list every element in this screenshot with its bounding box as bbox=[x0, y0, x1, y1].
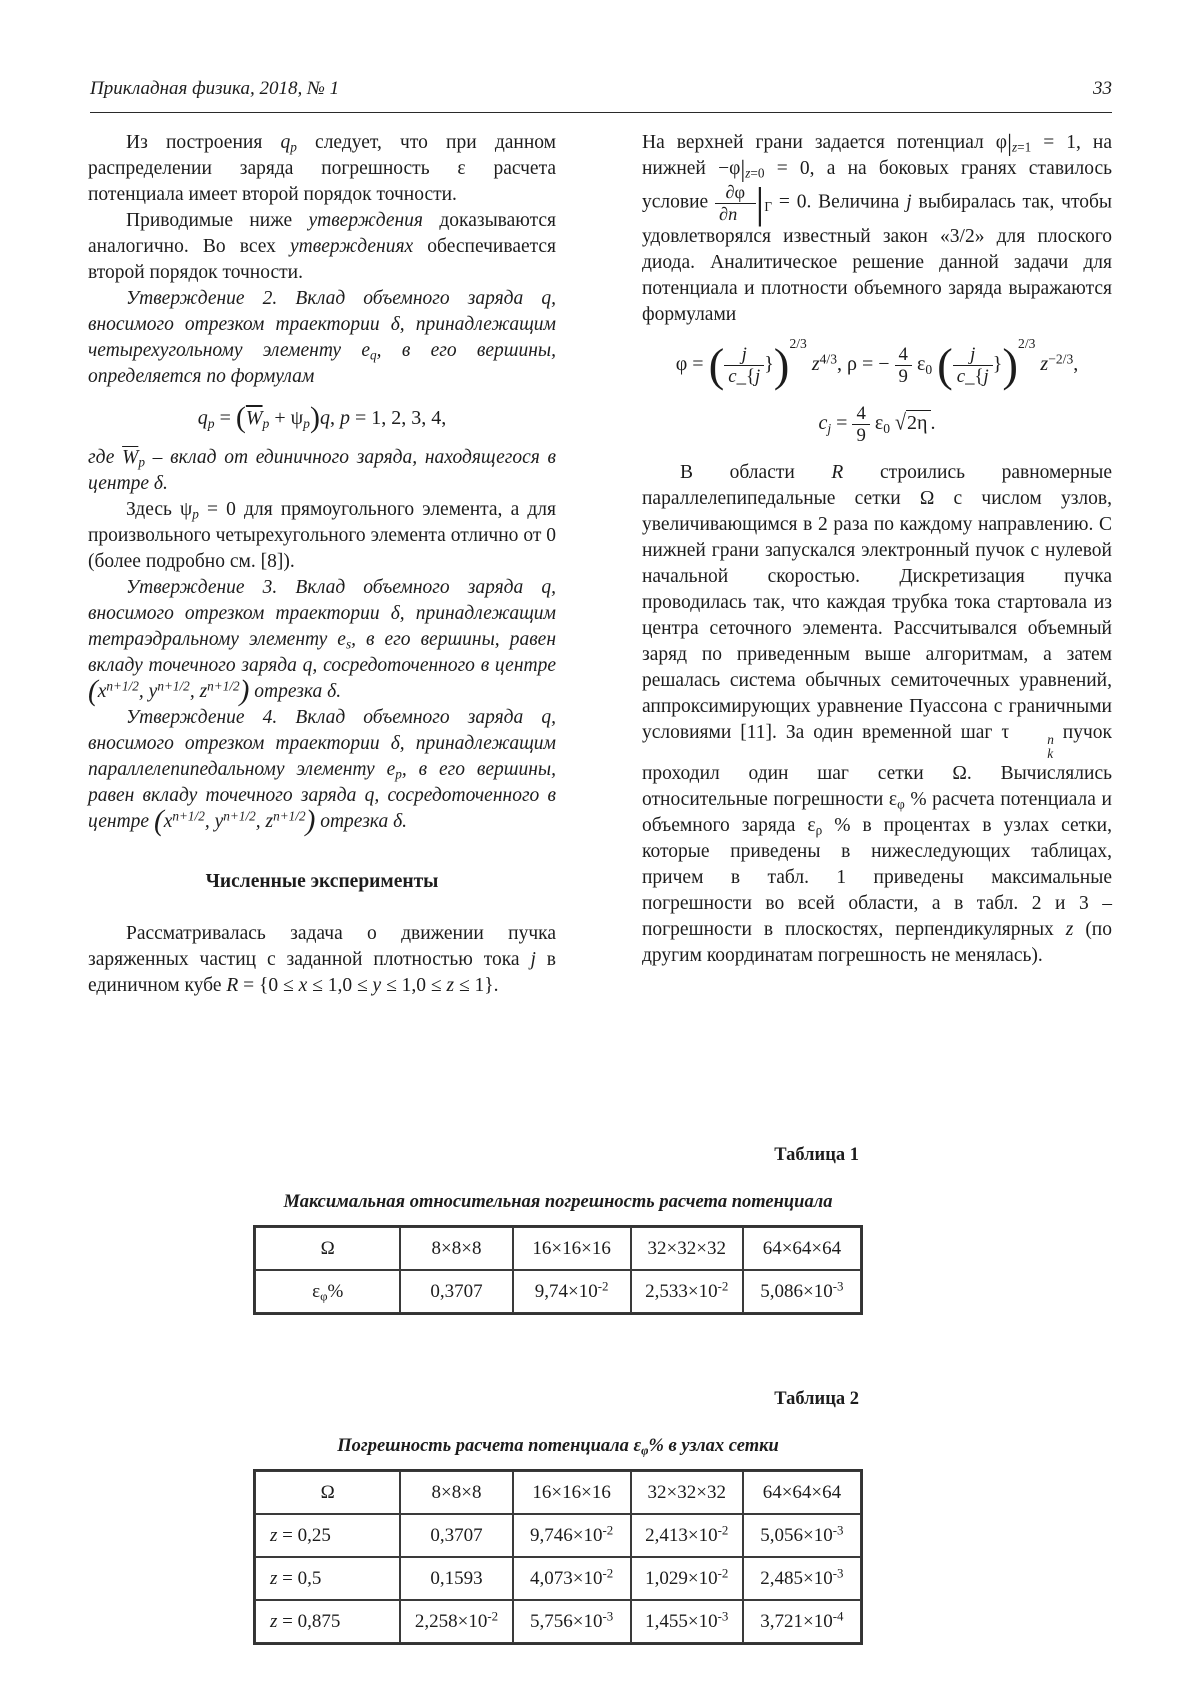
page-number: 33 bbox=[1093, 78, 1112, 99]
table-cell: z = 0,875 bbox=[255, 1600, 400, 1643]
table-cell: $\varepsilon_\varphi\%$ bbox=[255, 1270, 400, 1313]
display-formula: $c_j$ = $\frac{4}{9}$ $\varepsilon_0$ √2η . bbox=[818, 403, 936, 447]
table-cell: $5,056\times 10^{-3}$ bbox=[743, 1514, 861, 1557]
right-column bbox=[642, 130, 1112, 969]
table-cell: 0,3707 bbox=[400, 1270, 512, 1313]
table-cell: 8×8×8 bbox=[400, 1471, 512, 1514]
table-cell: 16×16×16 bbox=[513, 1471, 631, 1514]
table-cell: $2,258\times 10^{-2}$ bbox=[400, 1600, 512, 1643]
table-cell: 8×8×8 bbox=[400, 1227, 512, 1270]
table-caption: Максимальная относительная погрешность расчета потенциала bbox=[283, 1192, 833, 1212]
paragraph: Рассматривалась задача о движении пучка заряженных частиц с заданной плотностью тока j в единичном кубе R = {0 ≤ x ≤ 1,0 ≤ y ≤ 1,0 ≤ z ≤ 1}. bbox=[88, 923, 556, 996]
table-cell: z = 0,5 bbox=[255, 1557, 400, 1600]
table-cell: $5,756\times 10^{-3}$ bbox=[513, 1600, 631, 1643]
paragraph: где $\overline{W}_p$ – вклад от единичного заряда, находящегося в центре δ. bbox=[88, 447, 556, 494]
display-formula: $q_p = (\overline{W}_p + \psi_p)q$, p = 1, 2, 3, 4, bbox=[197, 401, 447, 434]
table-cell: Ω bbox=[255, 1471, 400, 1514]
table-cell: 64×64×64 bbox=[743, 1227, 861, 1270]
table-cell: 0,1593 bbox=[400, 1557, 512, 1600]
table-label: Таблица 1 bbox=[774, 1145, 859, 1165]
table-cell: $1,029\times 10^{-2}$ bbox=[631, 1557, 743, 1600]
table-cell: $2,533\times 10^{-2}$ bbox=[631, 1270, 743, 1313]
table-label: Таблица 2 bbox=[774, 1389, 859, 1409]
table-cell: 32×32×32 bbox=[631, 1471, 743, 1514]
table-cell: $1,455\times 10^{-3}$ bbox=[631, 1600, 743, 1643]
table-row bbox=[255, 1227, 861, 1270]
table-cell: $5,086\times 10^{-3}$ bbox=[743, 1270, 861, 1313]
table-cell: $9,74\times 10^{-2}$ bbox=[513, 1270, 631, 1313]
table-block bbox=[253, 1145, 863, 1315]
table-cell: $4,073\times 10^{-2}$ bbox=[513, 1557, 631, 1600]
left-column bbox=[88, 130, 556, 999]
display-formula: φ = ( $\frac{j}{c\_\{j}$ })$^{2/3}$ $z^{4/3}$, ρ = − $\frac{4}{9}$ $\varepsilon_0$ ( $\frac{j}{c\_\{j}$ })$^{2/3}$ $z^{-2/3}$, bbox=[675, 335, 1079, 392]
table-cell: 0,3707 bbox=[400, 1514, 512, 1557]
table-row bbox=[255, 1600, 861, 1643]
paragraph: В области R строились равномерные параллелепипедальные сетки Ω с числом узлов, увеличивающимся в 2 раза по каждому направлению. С нижней грани запускался электронный пучок с нулевой начальной скоростью. Дискретизация пучка проводилась так, что каждая трубка тока стартовала из центра сеточного элемента. Рассчитывался объемный заряд по приведенным выше алгоритмам, а затем решалась система обычных семиточечных уравнений, аппроксимирующих уравнение Пуассона с граничными условиями [11]. За один временной шаг τ n k пучок проходил один шаг сетки Ω. Вычислялись относительные погрешности $\varepsilon_\varphi$ % расчета потенциала и объемного заряда $\varepsilon_\rho$ % в процентах в узлах сетки, которые приведены в нижеследующих таблицах, причем в табл. 1 приведены максимальные погрешности во всей области, а в табл. 2 и 3 – погрешности в плоскостях, перпендикулярных z (по другим координатам погрешность не менялась). bbox=[642, 462, 1112, 967]
table-row bbox=[255, 1471, 861, 1514]
paragraph: Приводимые ниже утверждения доказываются аналогично. Во всех утверждениях обеспечивается второй порядок точности. bbox=[88, 210, 557, 283]
table-cell: $2,485\times 10^{-3}$ bbox=[743, 1557, 861, 1600]
paragraph: Из построения $q_p$ следует, что при данном распределении заряда погрешность ε расчета потенциала имеет второй порядок точности. bbox=[88, 132, 556, 205]
table-cell: Ω bbox=[255, 1227, 400, 1270]
paragraph: Здесь $\psi_p = 0$ для прямоугольного элемента, а для произвольного четырехугольного элемента отлично от 0 (более подробно см. [8]). bbox=[88, 499, 556, 572]
table-cell: $2,413\times 10^{-2}$ bbox=[631, 1514, 743, 1557]
paragraph: Утверждение 2. Вклад объемного заряда q, вносимого отрезком траектории δ, принадлежащим четырехугольному элементу $e_q$, в его вершины, определяется по формулам bbox=[88, 288, 556, 387]
table-cell: $3,721\times 10^{-4}$ bbox=[743, 1600, 861, 1643]
header-rule bbox=[90, 112, 1112, 113]
paragraph: Утверждение 3. Вклад объемного заряда q, вносимого отрезком траектории δ, принадлежащим тетраэдральному элементу $e_s$, в его вершины, равен вкладу точечного заряда q, сосредоточенного в центре ($x^{n+1/2}$, $y^{n+1/2}$, $z^{n+1/2}$) отрезка δ. bbox=[88, 577, 556, 707]
table-caption: Погрешность расчета потенциала $\varepsilon_\varphi\%$ в узлах сетки bbox=[337, 1436, 779, 1458]
page-header bbox=[90, 78, 1112, 100]
journal-title: Прикладная физика, 2018, № 1 bbox=[90, 78, 340, 99]
paragraph: На верхней грани задается потенциал $\varphi|_{z=1} = 1$, на нижней $-\varphi|_{z=0} = 0$, а на боковых гранях ставилось условие $\frac{\partial\varphi}{\partial n⃗}$ $|_\Gamma = 0$. Величина j выбиралась так, чтобы удовлетворялся известный закон «3/2» для плоского диода. Аналитическое решение данной задачи для потенциала и плотности объемного заряда выражаются формулами bbox=[642, 129, 1112, 326]
table-cell: z = 0,25 bbox=[255, 1514, 400, 1557]
table-row bbox=[255, 1270, 861, 1313]
data-table bbox=[253, 1225, 863, 1315]
table-block bbox=[253, 1389, 863, 1645]
paragraph: Утверждение 4. Вклад объемного заряда q, вносимого отрезком траектории δ, принадлежащим параллелепипедальному элементу $e_p$, в его вершины, равен вкладу точечного заряда q, сосредоточенного в центре ($x^{n+1/2}$, $y^{n+1/2}$, $z^{n+1/2}$) отрезка δ. bbox=[88, 707, 556, 837]
data-table bbox=[253, 1469, 863, 1645]
table-cell: 64×64×64 bbox=[743, 1471, 861, 1514]
section-heading: Численные эксперименты bbox=[205, 871, 439, 892]
tables-section bbox=[253, 1145, 863, 1645]
table-cell: 16×16×16 bbox=[513, 1227, 631, 1270]
table-cell: $9,746\times 10^{-2}$ bbox=[513, 1514, 631, 1557]
table-cell: 32×32×32 bbox=[631, 1227, 743, 1270]
table-row bbox=[255, 1557, 861, 1600]
table-row bbox=[255, 1514, 861, 1557]
